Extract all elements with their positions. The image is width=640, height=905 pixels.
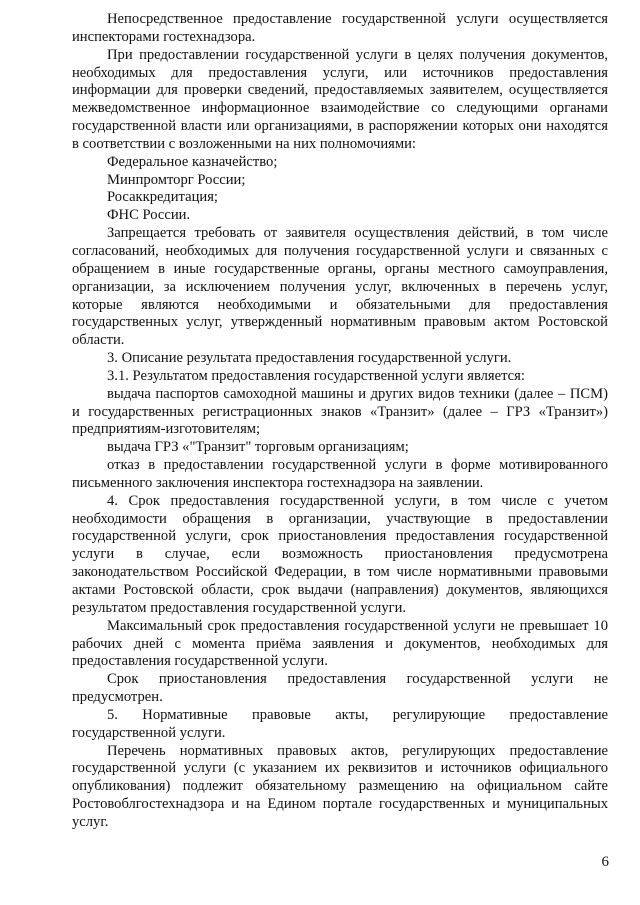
section-heading-5: 5. Нормативные правовые акты, регулирующие предоставление государственной услуги. [72, 706, 608, 741]
paragraph-normative-acts-list: Перечень нормативных правовых актов, регулирующих предоставление государственной услуги (с указанием их реквизитов и источников официального опубликования) подлежит обязательному размещению на официальном сайте Ростовоблгостехнадзора и на Едином портале государственных и муниципальных услуг. [72, 742, 608, 830]
list-item-federal-treasury: Федеральное казначейство; [107, 153, 278, 170]
paragraph-prohibition: Запрещается требовать от заявителя осуществления действий, в том числе согласований, необходимых для получения государственной услуги и связанных с обращением в иные государственные органы, органы местного самоуправления, организации, за исключением получения услуг, включенных в перечень услуг, которые являются необходимыми и обязательными для предоставления государственных услуг, утвержденный нормативным правовым актом Ростовской области. [72, 225, 608, 349]
list-item-fns: ФНС России. [107, 207, 191, 224]
paragraph-refusal: отказ в предоставлении государственной услуги в форме мотивированного письменного заключения инспектора гостехнадзора на заявлении. [72, 457, 608, 491]
list-item-minpromtorg: Минпромторг России; [107, 171, 246, 188]
page-number: 6 [601, 854, 609, 870]
section-heading-3: 3. Описание результата предоставления государственной услуги. [107, 350, 512, 367]
section-heading-4: 4. Срок предоставления государственной услуги, в том числе с учетом необходимости обращения в организации, участвующие в предоставлении государственной услуги, срок приостановления предоставления государственной услуги в случае, если возможность приостановления предусмотрена законодательством Российской Федерации, в том числе нормативными правовыми актами Ростовской области, срок выдачи (направления) документов, являющихся результатом предоставления государственной услуги. [72, 492, 608, 616]
list-item-rosaccreditation: Росаккредитация; [107, 189, 218, 206]
paragraph-service-provider: Непосредственное предоставление государственной услуги осуществляется инспекторами гостехнадзора. [72, 11, 608, 45]
paragraph-psm-issuance: выдача паспортов самоходной машины и других видов техники (далее – ПСМ) и государственных регистрационных знаков «Транзит» (далее – ГРЗ «Транзит») предприятиям-изготовителям; [72, 385, 608, 438]
paragraph-max-term: Максимальный срок предоставления государственной услуги не превышает 10 рабочих дней с момента приёма заявления и документов, необходимых для предоставления государственной услуги. [72, 617, 608, 670]
subsection-heading-3-1: 3.1. Результатом предоставления государственной услуги является: [107, 367, 525, 384]
paragraph-grz-issuance: выдача ГРЗ «"Транзит" торговым организациям; [107, 439, 409, 456]
paragraph-suspension-term: Срок приостановления предоставления государственной услуги не предусмотрен. [72, 671, 608, 706]
paragraph-interagency-interaction: При предоставлении государственной услуги в целях получения документов, необходимых для предоставления услуги, или источников предоставления информации для проверки сведений, предоставляемых заявителем, осуществляется межведомственное информационное взаимодействие со следующими органами государственной власти или организациями, в распоряжении которых они находятся в соответствии с возложенными на них полномочиями: [72, 46, 608, 152]
